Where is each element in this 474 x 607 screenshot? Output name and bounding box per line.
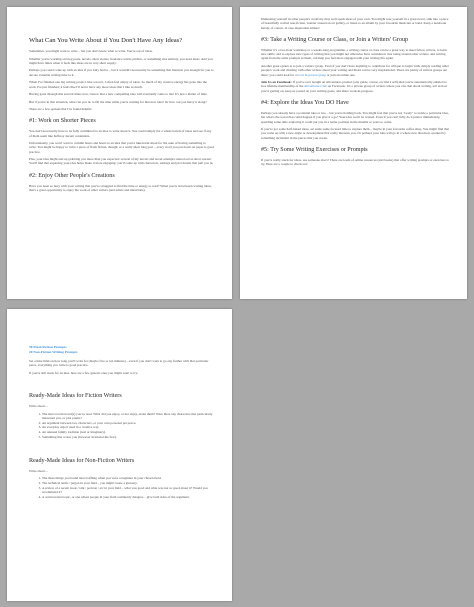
paragraph: Write about… xyxy=(29,468,49,473)
in-person-group-link[interactable]: local in-person group xyxy=(297,72,327,77)
nonfiction-ideas-list xyxy=(29,476,214,499)
paragraph: Immersing yourself in other people's creativity may well spark ideas of your own. You might lose yourself in a great novel, sink into a piece of beautifully crafted non-fiction, wander around an art gallery, or listen to an album by your favourite musician or band. Keep a notebook handy, of course, in case inspiration strikes! xyxy=(261,17,449,30)
article-title: What Can You Write About if You Don't Have Any Ideas? xyxy=(29,37,183,44)
section-heading-3: #3: Take a Writing Course or Class, or Join a Writers' Group xyxy=(261,36,409,43)
section-heading-1: #1: Work on Shorter Pieces xyxy=(29,118,96,125)
paragraph xyxy=(261,80,450,93)
list-item: 2. An argument between two characters, or your own personal pet peeve. xyxy=(42,421,214,425)
list-item: 4. An unusual family tradition (real or imaginary). xyxy=(42,430,214,434)
fiction-ideas-list xyxy=(29,412,214,439)
paragraph: Plus, your idea might end up grabbing you more than you expected: several of my novels and novel-attempts started out as short stories! You'll find that exploring your idea helps make it more engaging: you'll come up with characters, settings and plot details that pull you in. xyxy=(29,157,214,166)
paragraph: If you're really stuck for ideas, use someone else's! There are loads of online resources (and books) that offer writing prompts or exercises to try. Here are a couple to check out: xyxy=(261,157,449,167)
join-label: Join Us on Facebook: xyxy=(261,80,292,85)
paragraph: Sometimes, you might want to write – but you don't know what to write. You're out of ideas. xyxy=(29,49,153,54)
paragraph: If you're still stuck for an idea, here are a few generic ones you might want to try: xyxy=(29,370,139,375)
paragraph: Perhaps you could come up with an idea if you truly had to – but it wouldn't necessarily be something that interests you enough for you to devote valuable writing time to it. xyxy=(29,68,214,77)
nonfiction-ideas-heading: Ready-Made Ideas for Non-Fiction Writers xyxy=(29,457,135,464)
fiction-ideas-heading: Ready-Made Ideas for Fiction Writers xyxy=(29,393,122,400)
non-fiction-prompts-link[interactable]: 20 Non-Fiction Writing Prompts xyxy=(29,350,78,355)
document-page-1 xyxy=(7,7,232,299)
paragraph: Have you been so busy with your writing that you've struggled to find the time or energy to read? When you're in between writing ideas, that's a great opportunity to enjoy the work of other writers (and artists and musicians). xyxy=(29,183,212,193)
paragraph: Whether you're working on blog posts, novels, short stories, freelance article pitches, or something else entirely, you need ideas. And you might have times when it feels like ideas are in very short supply. xyxy=(29,56,213,65)
flash-fiction-prompts-link[interactable]: 50 Flash Fiction Prompts xyxy=(29,345,67,349)
paragraph: Perhaps you already have a potential idea or two – but you're holding back. You might feel that you're not "ready" to tackle a particular idea, but what's the worst that could happen if you give it a go? Your idea won't be wasted. Even if you can't fully do it justice immediately, spending some time exploring it could put you in a better position in the months or years to come. xyxy=(261,110,449,124)
list-item: 4. A controversial topic, or one where people in your field commonly disagree – give both sides of the argument. xyxy=(42,495,214,499)
section-heading-2: #2: Enjoy Other People's Creations xyxy=(29,172,115,179)
paragraph: Write about… xyxy=(29,404,49,409)
list-item: 1. The most recent novel(s) you've read. What did you enjoy, or not enjoy, about them? Were there any characters that particularly interested you, or plot points? xyxy=(42,412,214,421)
paragraph: Whether it's a two-hour workshop or a weeks-long programme, a writing course or class can be a great way to meet fellow writers, to learn new skills, and to explore new types of writing that you might not otherwise have considered. Just being around other writers, and writing again from the same prompts as them, can help you feel more engaged with your writing life again. xyxy=(261,47,447,61)
paragraph: Set a time limit on how long you'll write for (maybe five or ten minutes) – even if you don't want to go any further with that particular piece, everything you write is good practice. xyxy=(29,358,209,368)
list-item: 3. A review of a recent book / talk / podcast / etc in your field – what was good and what was not so good about it? Would you recommend it? xyxy=(42,486,214,495)
list-item: 1. The three things you found most baffling when you were a beginner in your chosen field. xyxy=(42,476,214,480)
paragraph: But if you're in that situation, what can you do to fill the time while you're waiting for that new idea? Or how can you hurry it along? xyxy=(29,99,207,104)
text: If you've ever bought an Aliventures product (any guide, course, etc that I sell) then you're automatically entitled to free lifetime membership of the xyxy=(261,80,447,89)
paragraph xyxy=(261,64,450,77)
paragraph: If you've got some half-baked ideas, set aside some focused time to explore them – maybe in your favourite coffee shop. You might find that you come up with a new angle or development that really interests you. Or perhaps your idea will go in a whole new direction, sparked by something incidental in the pieces that you create. xyxy=(261,127,450,140)
text: or join an online one. xyxy=(326,72,356,77)
aliventures-club-link[interactable]: Aliventures Club xyxy=(304,84,327,89)
list-item: 2. The technical terms / jargon in your field – you might create a glossary. xyxy=(42,481,214,485)
text: on Facebook. It's a private group of writers where you can chat about writing, tell us how you're getting on, keep us posted on your writing goals, and share work-in-progress. xyxy=(261,84,448,93)
paragraph: Having gone through this several times now, I know that a new compelling idea will eventually come to me! It's just a matter of time. xyxy=(29,92,208,97)
document-page-2 xyxy=(240,7,467,299)
paragraph: There are a few options that I've found helpful: xyxy=(29,107,92,111)
paragraph: When I've finished one big writing project, like a novel, I often feel empty of ideas. So much of my creative energy has gone into the work I've just finished; it feels like I'll never have any more ideas that I like as much. xyxy=(29,80,207,89)
list-item: 3. An everyday object used in a creative way. xyxy=(42,425,214,429)
section-heading-4: #4: Explore the Ideas You DO Have xyxy=(261,99,349,106)
list-item: 5. Something that scares you (however irrational the fear). xyxy=(42,435,214,439)
paragraph: Unfortunately, you won't want to commit hours and hours to an idea that you're lukewarm about for the sake of having something to write. You might be happy to write a piece of flash fiction, though, or a really short blog post – every word you put down on paper is good practice. xyxy=(29,141,214,154)
section-heading-5: #5: Try Some Writing Exercises or Prompts xyxy=(261,146,368,153)
document-page-3 xyxy=(7,309,232,601)
text: Another great option is to join a writers' group. Even if you don't have anything to contribute for critique to begin with, simply reading other people's work and chatting with other writers about your writing and theirs can be very inspirational. There are plenty of writers groups out there: you could look for a xyxy=(261,63,449,77)
paragraph: You don't necessarily have to be fully committed to an idea to write about it. You could simply list a whole bunch of ideas and see if any of them seem like halfway decent contenders. xyxy=(29,129,212,138)
